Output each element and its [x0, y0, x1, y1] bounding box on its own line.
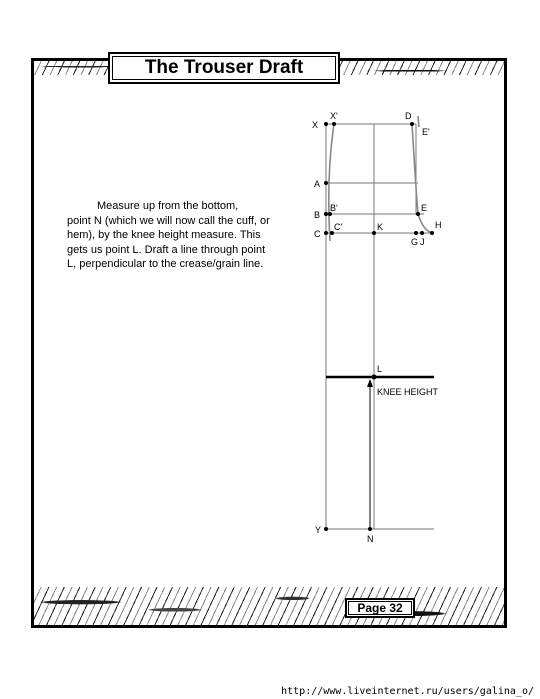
label-b: B [314, 210, 321, 220]
label-h: H [435, 220, 442, 230]
trouser-draft-diagram [34, 61, 504, 625]
label-k: K [377, 222, 384, 232]
page-number-badge [345, 598, 415, 618]
point-e [416, 212, 420, 216]
instruction-line-1: Measure up from the bottom, [97, 200, 239, 212]
point-h [430, 231, 434, 235]
point-c [324, 231, 328, 235]
point-a [324, 181, 328, 185]
point-x [324, 122, 328, 126]
instruction-line-2: point N (which we will now call the cuff, or hem), by the knee height measure. This gets us point L. Draft a line through point L, perpendicular to the crease/grain line. [67, 214, 270, 270]
point-d [410, 122, 414, 126]
point-y [324, 527, 328, 531]
page-number: Page 32 [348, 601, 412, 615]
arrow-head-icon [367, 379, 373, 387]
label-a: A [314, 179, 321, 189]
point-k [372, 231, 376, 235]
page-title: The Trouser Draft [112, 56, 336, 80]
label-c-prime: C' [334, 222, 343, 232]
label-c: C [314, 229, 321, 239]
point-j [420, 231, 424, 235]
page-frame [31, 58, 507, 628]
label-j: J [420, 237, 425, 247]
label-l: L [377, 364, 383, 374]
point-n [368, 527, 372, 531]
label-b-prime: B' [330, 203, 338, 213]
label-x-prime: X' [330, 111, 338, 121]
label-n: N [367, 534, 374, 544]
point-x-prime [332, 122, 336, 126]
label-g: G [411, 237, 419, 247]
point-l [372, 375, 377, 380]
label-d: D [405, 111, 412, 121]
label-e-prime: E' [422, 127, 430, 137]
point-g [414, 231, 418, 235]
point-b [324, 212, 328, 216]
label-y: Y [315, 525, 322, 535]
front-curve [412, 124, 432, 233]
source-url: http://www.liveinternet.ru/users/galina_o/ [281, 686, 534, 697]
label-e: E [421, 203, 428, 213]
label-knee-height: KNEE HEIGHT [377, 387, 439, 397]
label-x: X [312, 120, 319, 130]
